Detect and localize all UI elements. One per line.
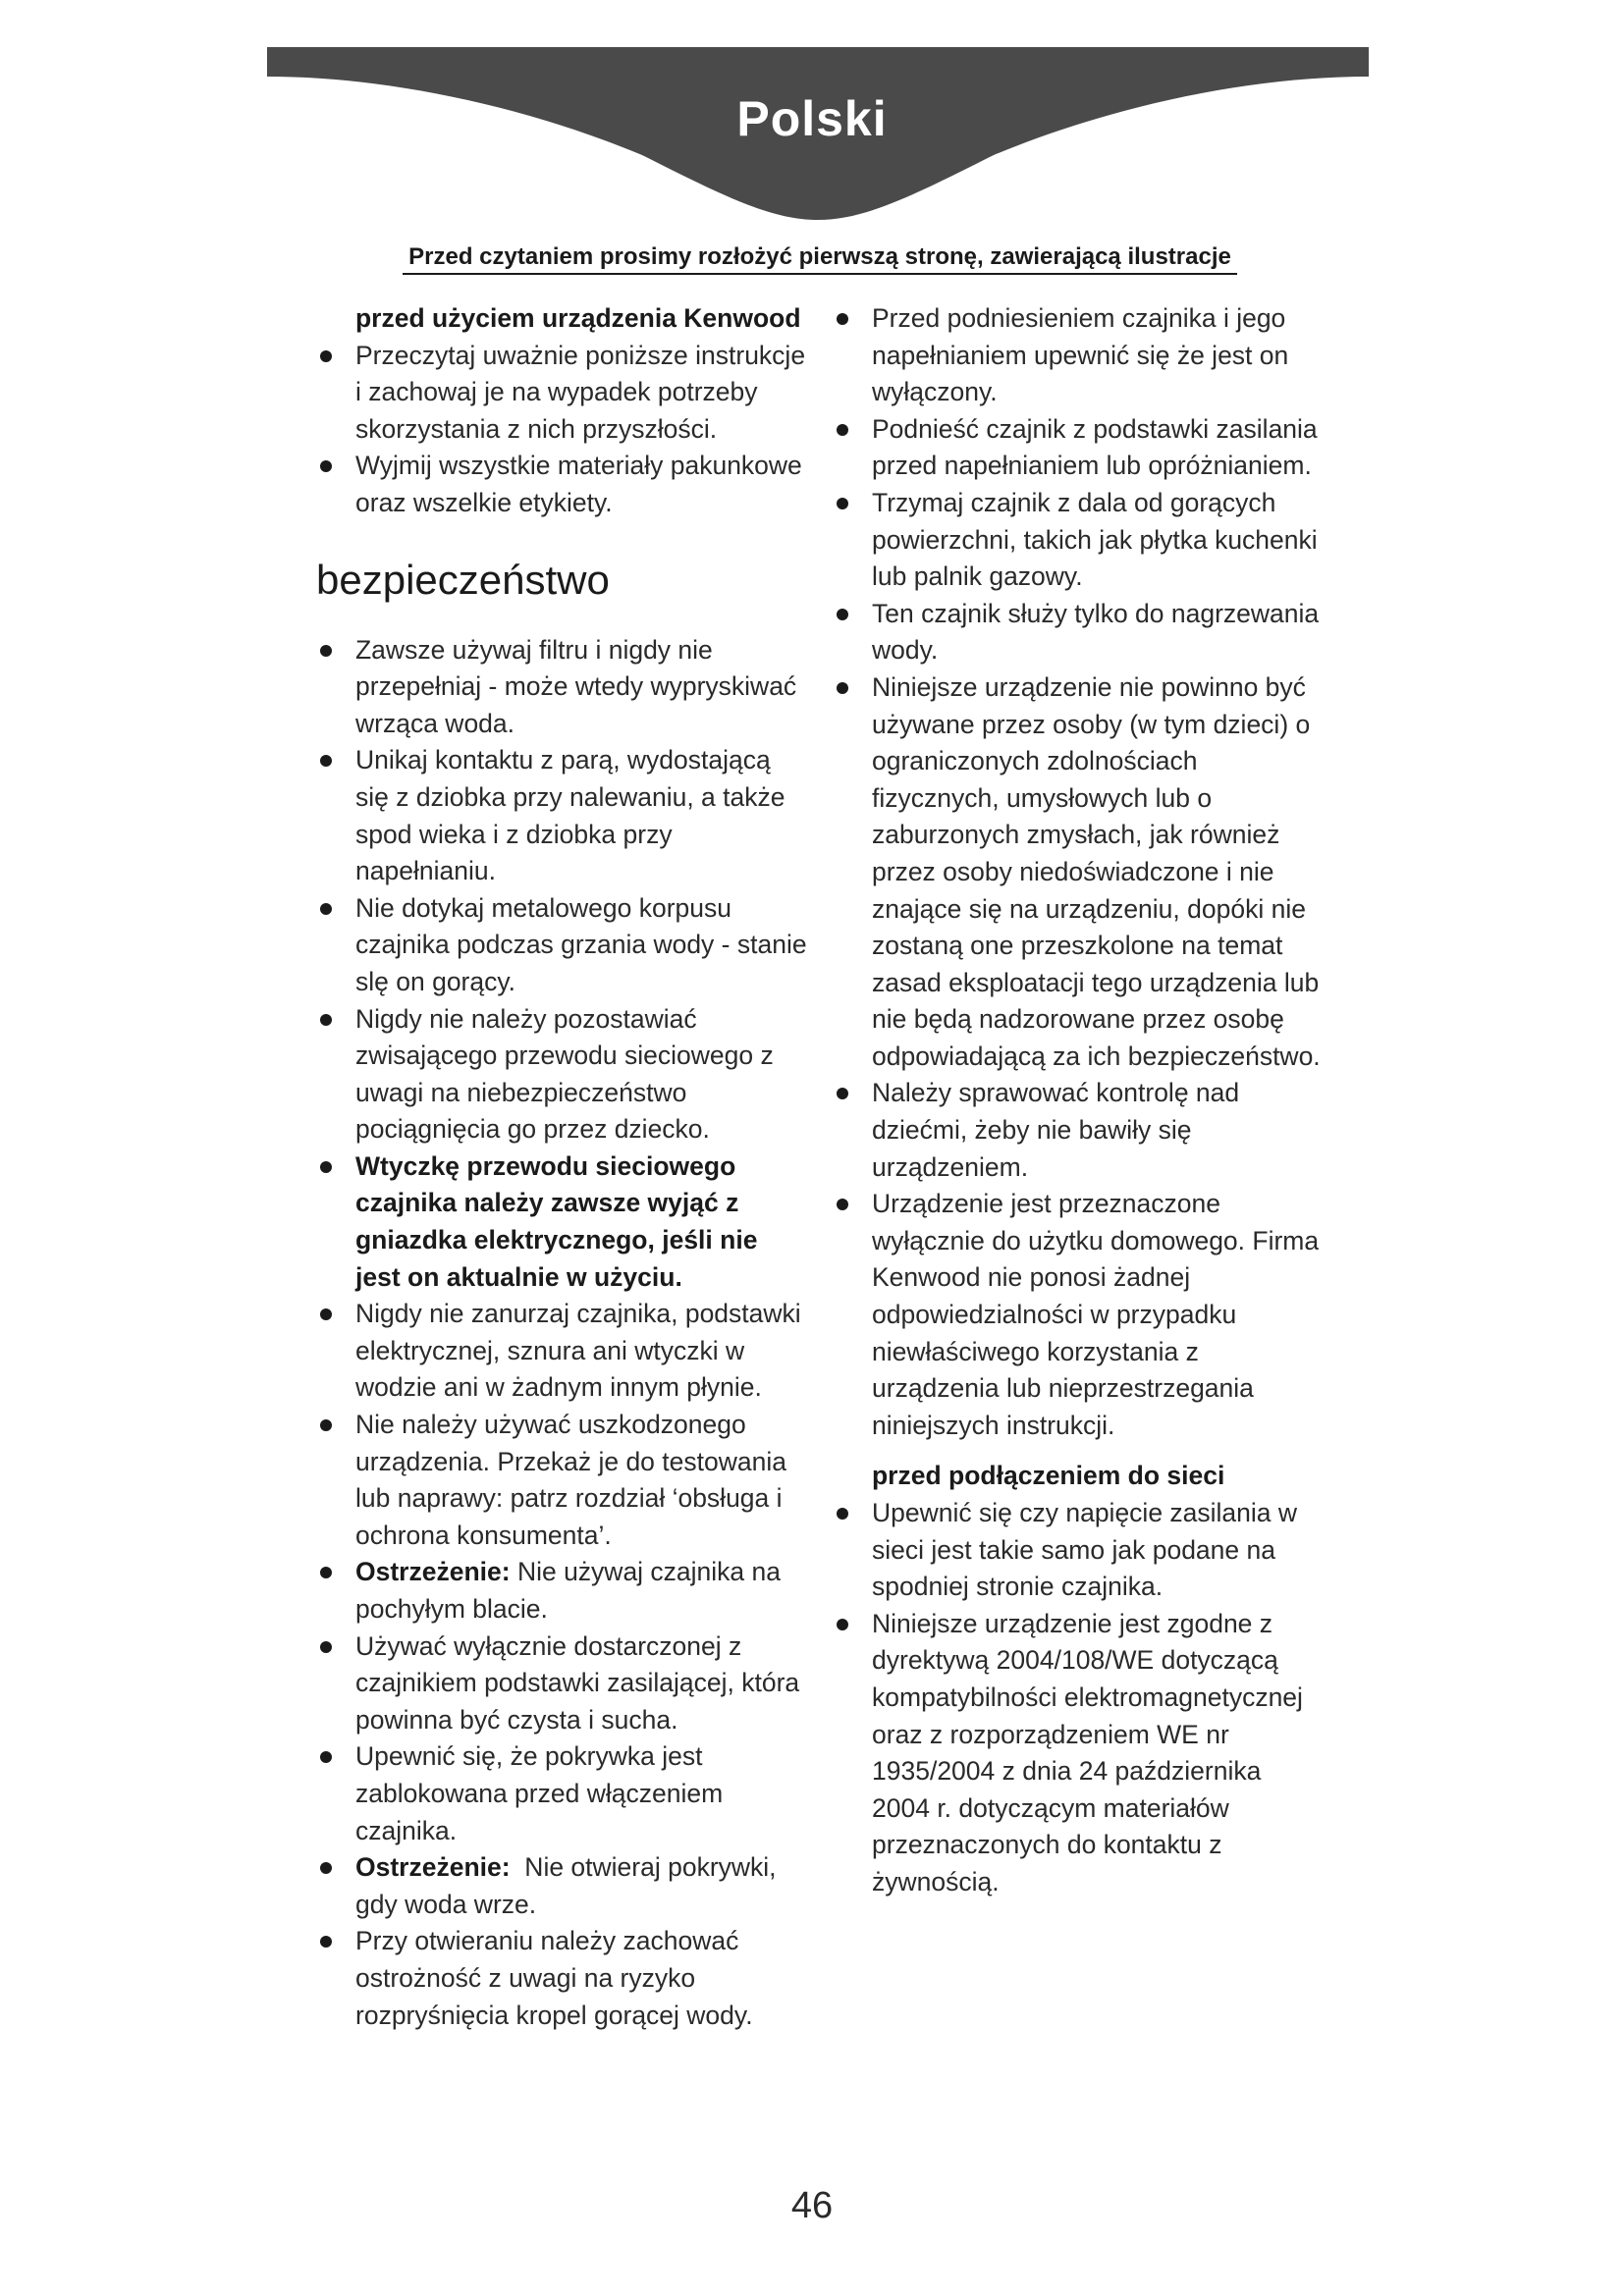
safety-list — [316, 632, 809, 2035]
list-item-bold: Wtyczkę przewodu sieciowego czajnika należy zawsze wyjąć z gniazdka elektrycznego, jeśli nie jest on aktualnie w użyciu. — [316, 1148, 809, 1296]
fold-out-notice-text: Przed czytaniem prosimy rozłożyć pierwszą stronę, zawierającą ilustracje — [403, 243, 1237, 275]
list-item: Nigdy nie należy pozostawiać zwisającego przewodu sieciowego z uwagi na niebezpieczeństwo pociągnięcia go przez dziecko. — [316, 1001, 809, 1148]
list-item: Podnieść czajnik z podstawki zasilania przed napełnianiem lub opróżnianiem. — [833, 411, 1326, 485]
list-item: Należy sprawować kontrolę nad dziećmi, żeby nie bawiły się urządzeniem. — [833, 1075, 1326, 1186]
bullet-icon — [837, 1199, 848, 1210]
bullet-icon — [320, 1161, 332, 1173]
bullet-icon — [837, 1088, 848, 1099]
fold-out-notice — [363, 243, 1276, 271]
list-item: Nie dotykaj metalowego korpusu czajnika podczas grzania wody - stanie slę on gorący. — [316, 890, 809, 1001]
warning-label: Ostrzeżenie: — [355, 1852, 511, 1883]
bullet-icon — [837, 424, 848, 436]
list-item: Ostrzeżenie: Nie używaj czajnika na pochyłym blacie. — [316, 1554, 809, 1628]
list-item: Unikaj kontaktu z parą, wydostającą się z dziobka przy nalewaniu, a także spod wieka i z dziobka przy napełnianiu. — [316, 742, 809, 889]
bullet-icon — [320, 1641, 332, 1653]
safety-list-continued — [833, 300, 1326, 1444]
bullet-icon — [320, 1308, 332, 1320]
bullet-icon — [320, 1419, 332, 1431]
before-use-heading: przed użyciem urządzenia Kenwood — [355, 303, 801, 333]
list-item: Trzymaj czajnik z dala od gorących powierzchni, takich jak płytka kuchenki lub palnik gazowy. — [833, 485, 1326, 596]
bullet-icon — [320, 460, 332, 472]
list-item: Niniejsze urządzenie nie powinno być używane przez osoby (w tym dzieci) o ograniczonych zdolnościach fizycznych, umysłowych lub o zaburzonych zmysłach, jak również przez osoby niedoświadczone i nie znające się na urządzeniu, dopóki nie zostaną one przeszkolone na temat zasad eksploatacji tego urządzenia lub nie będą nadzorowane przez osobę odpowiadającą za ich bezpieczeństwo. — [833, 669, 1326, 1076]
list-item: Urządzenie jest przeznaczone wyłącznie do użytku domowego. Firma Kenwood nie ponosi żadnej odpowiedzialności w przypadku niewłaściwego korzystania z urządzenia lub nieprzestrzegania niniejszych instrukcji. — [833, 1186, 1326, 1444]
list-item: Używać wyłącznie dostarczonej z czajnikiem podstawki zasilającej, która powinna być czysta i sucha. — [316, 1629, 809, 1739]
list-item: Upewnić się czy napięcie zasilania w sieci jest takie samo jak podane na spodniej stronie czajnika. — [833, 1495, 1326, 1606]
bullet-icon — [837, 498, 848, 509]
before-connect-list — [833, 1495, 1326, 1901]
bullet-icon — [320, 1936, 332, 1948]
list-item: Nie należy używać uszkodzonego urządzenia. Przekaż je do testowania lub naprawy: patrz rozdział ‘obsługa i ochrona konsumenta’. — [316, 1407, 809, 1554]
list-item: Zawsze używaj filtru i nigdy nie przepełniaj - może wtedy wypryskiwać wrząca woda. — [316, 632, 809, 743]
list-item: Niniejsze urządzenie jest zgodne z dyrektywą 2004/108/WE dotyczącą kompatybilności elektromagnetycznej oraz z rozporządzeniem WE nr 1935/2004 z dnia 24 października 2004 r. dotyczącym materiałów przeznaczonych do kontaktu z żywnością. — [833, 1606, 1326, 1901]
bullet-icon — [837, 609, 848, 620]
list-item: Ostrzeżenie: Nie otwieraj pokrywki, gdy woda wrze. — [316, 1849, 809, 1923]
bullet-icon — [320, 755, 332, 767]
bullet-icon — [837, 1619, 848, 1630]
bullet-icon — [320, 1567, 332, 1578]
bullet-icon — [320, 1751, 332, 1763]
right-column — [833, 300, 1326, 1901]
language-title: Polski — [736, 91, 888, 146]
left-column — [316, 300, 809, 2034]
bullet-icon — [320, 645, 332, 657]
safety-title: bezpieczeństwo — [316, 556, 610, 603]
bullet-icon — [837, 682, 848, 694]
bullet-icon — [320, 350, 332, 362]
before-connect-heading: przed podłączeniem do sieci — [872, 1461, 1225, 1491]
list-item: Przy otwieraniu należy zachować ostrożność z uwagi na ryzyko rozpryśnięcia kropel gorącej wody. — [316, 1923, 809, 2034]
bullet-icon — [837, 1508, 848, 1520]
bullet-icon — [837, 313, 848, 325]
warning-label: Ostrzeżenie: — [355, 1557, 511, 1587]
before-use-list — [316, 338, 809, 522]
list-item: Przeczytaj uważnie poniższe instrukcje i zachowaj je na wypadek potrzeby skorzystania z nich przyszłości. — [316, 338, 809, 449]
page-number: 46 — [790, 2185, 834, 2226]
bullet-icon — [320, 1014, 332, 1026]
list-item: Przed podniesieniem czajnika i jego napełnianiem upewnić się że jest on wyłączony. — [833, 300, 1326, 411]
bullet-icon — [320, 903, 332, 915]
list-item: Ten czajnik służy tylko do nagrzewania wody. — [833, 596, 1326, 669]
bullet-icon — [320, 1862, 332, 1874]
list-item: Wyjmij wszystkie materiały pakunkowe oraz wszelkie etykiety. — [316, 448, 809, 521]
list-item: Upewnić się, że pokrywka jest zablokowana przed włączeniem czajnika. — [316, 1738, 809, 1849]
list-item: Nigdy nie zanurzaj czajnika, podstawki elektrycznej, sznura ani wtyczki w wodzie ani w żadnym innym płynie. — [316, 1296, 809, 1407]
